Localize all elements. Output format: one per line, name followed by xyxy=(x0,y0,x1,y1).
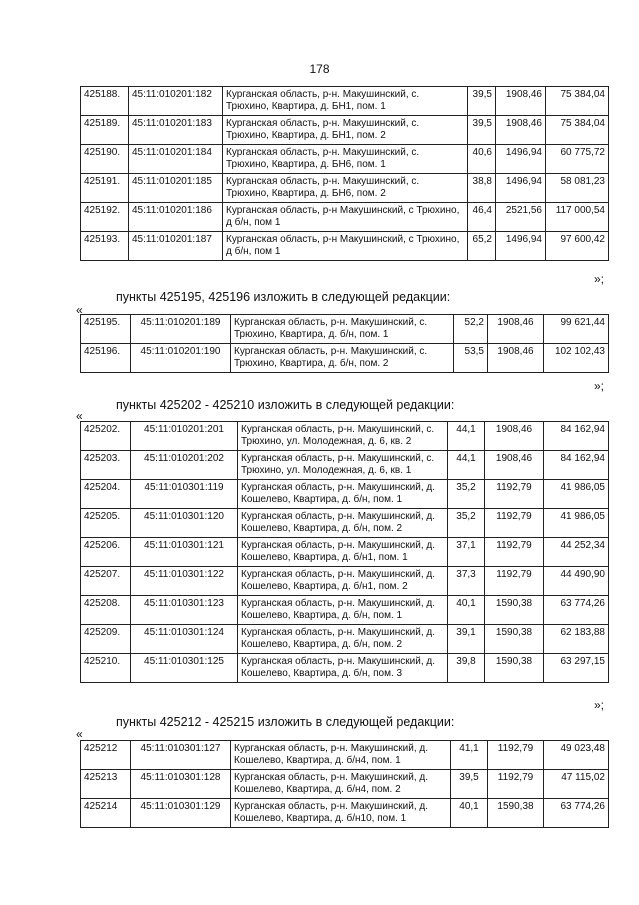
cadastral-number-cell: 45:11:010301:125 xyxy=(131,654,238,683)
cadastral-number-cell: 45:11:010201:183 xyxy=(129,116,223,145)
row-number-cell: 425207. xyxy=(81,567,131,596)
unit-value-cell: 1496,94 xyxy=(496,232,546,261)
cadastral-value-cell: 49 023,48 xyxy=(544,741,609,770)
instruction-2: пункты 425202 - 425210 изложить в следующей редакции: xyxy=(116,398,455,412)
table-row xyxy=(81,174,609,203)
row-number-cell: 425206. xyxy=(81,538,131,567)
row-number-cell: 425196. xyxy=(81,344,131,373)
row-number-cell: 425193. xyxy=(81,232,129,261)
row-number-cell: 425204. xyxy=(81,480,131,509)
area-cell: 39,5 xyxy=(468,87,496,116)
area-cell: 40,1 xyxy=(448,596,485,625)
cadastral-value-cell: 62 183,88 xyxy=(544,625,609,654)
row-number-cell: 425191. xyxy=(81,174,129,203)
row-number-cell: 425202. xyxy=(81,422,131,451)
cadastral-number-cell: 45:11:010301:127 xyxy=(131,741,231,770)
opening-quote-2: « xyxy=(76,409,83,423)
unit-value-cell: 1590,38 xyxy=(485,625,544,654)
cadastral-number-cell: 45:11:010301:120 xyxy=(131,509,238,538)
cadastral-value-cell: 97 600,42 xyxy=(546,232,609,261)
cadastral-value-cell: 75 384,04 xyxy=(546,87,609,116)
registry-table-2 xyxy=(80,314,609,373)
table-row xyxy=(81,799,609,828)
address-cell: Курганская область, р-н. Макушинский, с. Трюхино, Квартира, д. б/н, пом. 1 xyxy=(231,315,454,344)
row-number-cell: 425188. xyxy=(81,87,129,116)
address-cell: Курганская область, р-н. Макушинский, д. Кошелево, Квартира, д. б/н1, пом. 1 xyxy=(238,538,448,567)
address-cell: Курганская область, р-н. Макушинский, д. Кошелево, Квартира, д. б/н, пом. 3 xyxy=(238,654,448,683)
table-row xyxy=(81,741,609,770)
table-row xyxy=(81,625,609,654)
row-number-cell: 425209. xyxy=(81,625,131,654)
cadastral-value-cell: 47 115,02 xyxy=(544,770,609,799)
row-number-cell: 425214 xyxy=(81,799,131,828)
cadastral-value-cell: 63 297,15 xyxy=(544,654,609,683)
area-cell: 39,5 xyxy=(468,116,496,145)
table-row xyxy=(81,538,609,567)
area-cell: 39,8 xyxy=(448,654,485,683)
instruction-1: пункты 425195, 425196 изложить в следующей редакции: xyxy=(116,290,451,304)
cadastral-number-cell: 45:11:010301:124 xyxy=(131,625,238,654)
row-number-cell: 425208. xyxy=(81,596,131,625)
address-cell: Курганская область, р-н. Макушинский, с. Трюхино, Квартира, д. б/н, пом. 2 xyxy=(231,344,454,373)
address-cell: Курганская область, р-н Макушинский, с Трюхино, д б/н, пом 1 xyxy=(223,203,468,232)
address-cell: Курганская область, р-н. Макушинский, д. Кошелево, Квартира, д. б/н, пом. 2 xyxy=(238,509,448,538)
address-cell: Курганская область, р-н. Макушинский, с. Трюхино, ул. Молодежная, д. 6, кв. 1 xyxy=(238,451,448,480)
registry-table-3 xyxy=(80,421,609,683)
row-number-cell: 425210. xyxy=(81,654,131,683)
row-number-cell: 425190. xyxy=(81,145,129,174)
address-cell: Курганская область, р-н. Макушинский, с. Трюхино, Квартира, д. БН6, пом. 1 xyxy=(223,145,468,174)
table-row xyxy=(81,344,609,373)
row-number-cell: 425203. xyxy=(81,451,131,480)
instruction-3: пункты 425212 - 425215 изложить в следующей редакции: xyxy=(116,715,455,729)
table-row xyxy=(81,654,609,683)
registry-table-4 xyxy=(80,740,609,828)
unit-value-cell: 1908,46 xyxy=(488,315,544,344)
unit-value-cell: 1192,79 xyxy=(485,480,544,509)
cadastral-value-cell: 102 102,43 xyxy=(544,344,609,373)
cadastral-number-cell: 45:11:010201:185 xyxy=(129,174,223,203)
unit-value-cell: 1590,38 xyxy=(485,654,544,683)
cadastral-number-cell: 45:11:010201:202 xyxy=(131,451,238,480)
area-cell: 37,3 xyxy=(448,567,485,596)
unit-value-cell: 1496,94 xyxy=(496,145,546,174)
address-cell: Курганская область, р-н. Макушинский, д. Кошелево, Квартира, д. б/н, пом. 1 xyxy=(238,480,448,509)
table-row xyxy=(81,480,609,509)
table-row xyxy=(81,509,609,538)
row-number-cell: 425195. xyxy=(81,315,131,344)
cadastral-number-cell: 45:11:010301:122 xyxy=(131,567,238,596)
row-number-cell: 425212 xyxy=(81,741,131,770)
row-number-cell: 425205. xyxy=(81,509,131,538)
address-cell: Курганская область, р-н. Макушинский, д. Кошелево, Квартира, д. б/н10, пом. 1 xyxy=(231,799,451,828)
address-cell: Курганская область, р-н. Макушинский, с. Трюхино, Квартира, д. БН1, пом. 2 xyxy=(223,116,468,145)
table-row xyxy=(81,596,609,625)
cadastral-number-cell: 45:11:010301:121 xyxy=(131,538,238,567)
cadastral-value-cell: 41 986,05 xyxy=(544,480,609,509)
table-row xyxy=(81,567,609,596)
cadastral-value-cell: 63 774,26 xyxy=(544,596,609,625)
area-cell: 37,1 xyxy=(448,538,485,567)
cadastral-number-cell: 45:11:010201:184 xyxy=(129,145,223,174)
table-row xyxy=(81,451,609,480)
address-cell: Курганская область, р-н. Макушинский, д. Кошелево, Квартира, д. б/н1, пом. 2 xyxy=(238,567,448,596)
cadastral-value-cell: 60 775,72 xyxy=(546,145,609,174)
address-cell: Курганская область, р-н. Макушинский, с. Трюхино, Квартира, д. БН1, пом. 1 xyxy=(223,87,468,116)
table-row xyxy=(81,145,609,174)
table-row xyxy=(81,203,609,232)
unit-value-cell: 1192,79 xyxy=(485,538,544,567)
area-cell: 35,2 xyxy=(448,480,485,509)
cadastral-value-cell: 117 000,54 xyxy=(546,203,609,232)
unit-value-cell: 1908,46 xyxy=(496,87,546,116)
opening-quote-1: « xyxy=(76,303,83,317)
cadastral-number-cell: 45:11:010201:189 xyxy=(131,315,231,344)
registry-table-1 xyxy=(80,86,609,261)
opening-quote-3: « xyxy=(76,727,83,741)
cadastral-number-cell: 45:11:010201:190 xyxy=(131,344,231,373)
cadastral-value-cell: 84 162,94 xyxy=(544,451,609,480)
unit-value-cell: 1192,79 xyxy=(488,770,544,799)
area-cell: 40,1 xyxy=(451,799,488,828)
cadastral-value-cell: 44 490,90 xyxy=(544,567,609,596)
unit-value-cell: 1908,46 xyxy=(496,116,546,145)
cadastral-number-cell: 45:11:010301:129 xyxy=(131,799,231,828)
unit-value-cell: 1192,79 xyxy=(485,567,544,596)
area-cell: 41,1 xyxy=(451,741,488,770)
address-cell: Курганская область, р-н. Макушинский, д. Кошелево, Квартира, д. б/н, пом. 2 xyxy=(238,625,448,654)
area-cell: 40,6 xyxy=(468,145,496,174)
unit-value-cell: 1590,38 xyxy=(485,596,544,625)
address-cell: Курганская область, р-н Макушинский, с Трюхино, д б/н, пом 1 xyxy=(223,232,468,261)
table-row xyxy=(81,87,609,116)
area-cell: 39,5 xyxy=(451,770,488,799)
cadastral-number-cell: 45:11:010201:187 xyxy=(129,232,223,261)
cadastral-number-cell: 45:11:010201:201 xyxy=(131,422,238,451)
closing-quote-1: »; xyxy=(594,272,605,286)
area-cell: 65,2 xyxy=(468,232,496,261)
unit-value-cell: 1908,46 xyxy=(485,451,544,480)
area-cell: 44,1 xyxy=(448,451,485,480)
unit-value-cell: 2521,56 xyxy=(496,203,546,232)
unit-value-cell: 1908,46 xyxy=(488,344,544,373)
area-cell: 35,2 xyxy=(448,509,485,538)
unit-value-cell: 1496,94 xyxy=(496,174,546,203)
row-number-cell: 425189. xyxy=(81,116,129,145)
unit-value-cell: 1192,79 xyxy=(488,741,544,770)
closing-quote-3: »; xyxy=(594,698,605,712)
address-cell: Курганская область, р-н. Макушинский, с. Трюхино, Квартира, д. БН6, пом. 2 xyxy=(223,174,468,203)
cadastral-number-cell: 45:11:010201:182 xyxy=(129,87,223,116)
table-row xyxy=(81,422,609,451)
table-row xyxy=(81,315,609,344)
area-cell: 38,8 xyxy=(468,174,496,203)
area-cell: 46,4 xyxy=(468,203,496,232)
cadastral-value-cell: 84 162,94 xyxy=(544,422,609,451)
cadastral-number-cell: 45:11:010201:186 xyxy=(129,203,223,232)
closing-quote-2: »; xyxy=(594,379,605,393)
area-cell: 44,1 xyxy=(448,422,485,451)
unit-value-cell: 1192,79 xyxy=(485,509,544,538)
address-cell: Курганская область, р-н. Макушинский, д. Кошелево, Квартира, д. б/н, пом. 1 xyxy=(238,596,448,625)
cadastral-value-cell: 63 774,26 xyxy=(544,799,609,828)
table-row xyxy=(81,116,609,145)
cadastral-number-cell: 45:11:010301:119 xyxy=(131,480,238,509)
row-number-cell: 425192. xyxy=(81,203,129,232)
address-cell: Курганская область, р-н. Макушинский, д. Кошелево, Квартира, д. б/н4, пом. 1 xyxy=(231,741,451,770)
cadastral-value-cell: 41 986,05 xyxy=(544,509,609,538)
area-cell: 53,5 xyxy=(454,344,488,373)
unit-value-cell: 1590,38 xyxy=(488,799,544,828)
cadastral-number-cell: 45:11:010301:128 xyxy=(131,770,231,799)
cadastral-value-cell: 99 621,44 xyxy=(544,315,609,344)
address-cell: Курганская область, р-н. Макушинский, д. Кошелево, Квартира, д. б/н4, пом. 2 xyxy=(231,770,451,799)
table-row xyxy=(81,232,609,261)
cadastral-value-cell: 58 081,23 xyxy=(546,174,609,203)
cadastral-number-cell: 45:11:010301:123 xyxy=(131,596,238,625)
address-cell: Курганская область, р-н. Макушинский, с. Трюхино, ул. Молодежная, д. 6, кв. 2 xyxy=(238,422,448,451)
table-row xyxy=(81,770,609,799)
cadastral-value-cell: 75 384,04 xyxy=(546,116,609,145)
row-number-cell: 425213 xyxy=(81,770,131,799)
unit-value-cell: 1908,46 xyxy=(485,422,544,451)
cadastral-value-cell: 44 252,34 xyxy=(544,538,609,567)
area-cell: 39,1 xyxy=(448,625,485,654)
page-number: 178 xyxy=(309,62,330,76)
area-cell: 52,2 xyxy=(454,315,488,344)
